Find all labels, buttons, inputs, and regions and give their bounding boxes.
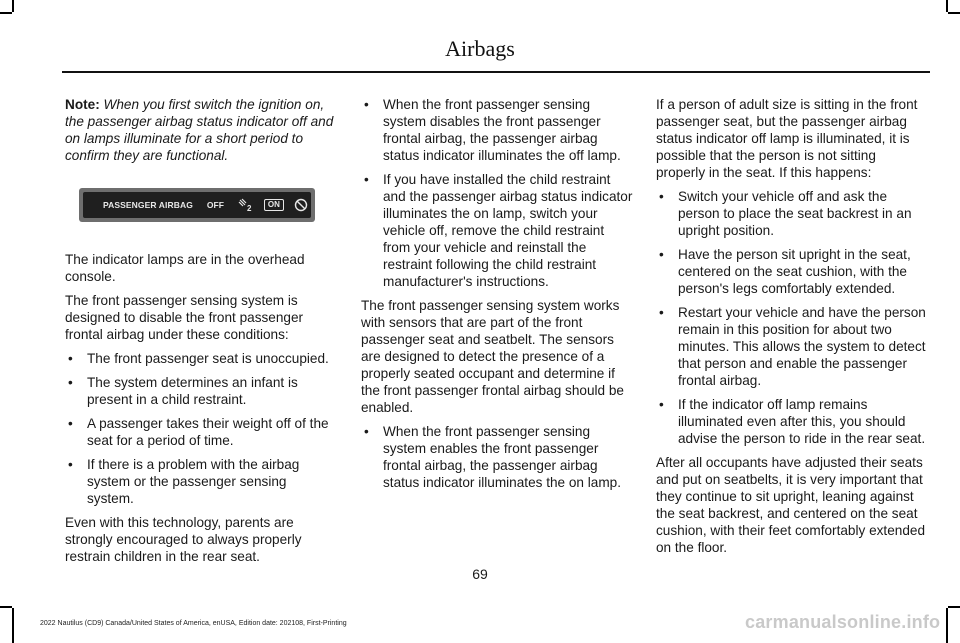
list-item: • If you have installed the child restraint and the passenger airbag status indicator illuminates the on lamp, switch your vehicle off, remove the child restraint from your vehicle and reinstall the restraint following the child restraint manufacturer's instructions. (361, 171, 633, 290)
note-label: Note: (65, 97, 100, 112)
column-2 (361, 96, 633, 498)
child-seat-icon (238, 198, 254, 212)
indicator-off: OFF (206, 199, 224, 210)
list-item: • The system determines an infant is present in a child restraint. (65, 374, 337, 408)
page-number: 69 (472, 566, 488, 582)
crop-mark (0, 12, 12, 14)
paragraph: The indicator lamps are in the overhead console. (65, 252, 305, 284)
svg-text:2: 2 (246, 204, 252, 212)
list-item: • When the front passenger sensing system disables the front passenger frontal airbag, the passenger airbag status indicator illuminates the off lamp. (361, 96, 633, 164)
indicator-on: ON (264, 199, 284, 211)
column-3 (656, 96, 928, 563)
paragraph: After all occupants have adjusted their seats and put on seatbelts, it is very important that they continue to sit upright, leaning against the seat backrest, and centered on the seat cushion, with their feet comfortably extended on the floor. (656, 455, 926, 555)
prohibited-icon (294, 198, 308, 212)
crop-mark (12, 0, 14, 12)
list-item: • When the front passenger sensing system enables the front passenger frontal airbag, the passenger airbag status indicator illuminates the on lamp. (361, 423, 633, 491)
list-item: • Switch your vehicle off and ask the person to place the seat backrest in an upright position. (656, 188, 928, 239)
crop-mark (948, 606, 960, 608)
airbag-status-indicator (79, 188, 315, 222)
bullet-list (656, 188, 928, 447)
indicator-label: PASSENGER AIRBAG (103, 199, 193, 210)
list-item: • Have the person sit upright in the seat, centered on the seat cushion, with the person's legs comfortably extended. (656, 246, 928, 297)
section-title: Airbags (445, 36, 515, 61)
note (65, 96, 337, 164)
crop-mark (946, 608, 948, 643)
list-item: • If the indicator off lamp remains illuminated even after this, you should advise the person to ride in the rear seat. (656, 396, 928, 447)
paragraph: Even with this technology, parents are strongly encouraged to always properly restrain children in the rear seat. (65, 515, 302, 564)
paragraph: The front passenger sensing system is designed to disable the front passenger frontal airbag under these conditions: (65, 293, 304, 342)
note-text: When you first switch the ignition on, the passenger airbag status indicator off and on lamps illuminate for a short period to confirm they are functional. (65, 97, 334, 163)
watermark: carmanualsonline.info (745, 612, 941, 632)
bullet-list (361, 96, 633, 290)
crop-mark (12, 608, 14, 643)
crop-mark (948, 12, 960, 14)
list-item: • The front passenger seat is unoccupied. (65, 350, 337, 367)
crop-mark (0, 606, 12, 608)
column-1 (65, 96, 337, 572)
list-item: • Restart your vehicle and have the person remain in this position for about two minutes. This allows the system to detect that person and enable the passenger frontal airbag. (656, 304, 928, 389)
header-rule (62, 71, 930, 73)
bullet-list (361, 423, 633, 491)
list-item: • If there is a problem with the airbag system or the passenger sensing system. (65, 456, 337, 507)
list-item: • A passenger takes their weight off of the seat for a period of time. (65, 415, 337, 449)
crop-mark (946, 0, 948, 12)
paragraph: If a person of adult size is sitting in the front passenger seat, but the passenger airbag status indicator off lamp is illuminated, it is possible that the person is not sitting properly in the seat. If this happens: (656, 97, 918, 180)
paragraph: The front passenger sensing system works with sensors that are part of the front passenger seat and seatbelt. The sensors are designed to detect the presence of a properly seated occupant and determine if the front passenger frontal airbag should be enabled. (361, 298, 624, 415)
bullet-list (65, 350, 337, 507)
footer-edition: 2022 Nautilus (CD9) Canada/United States of America, enUSA, Edition date: 202108, First-Printing (40, 620, 347, 627)
